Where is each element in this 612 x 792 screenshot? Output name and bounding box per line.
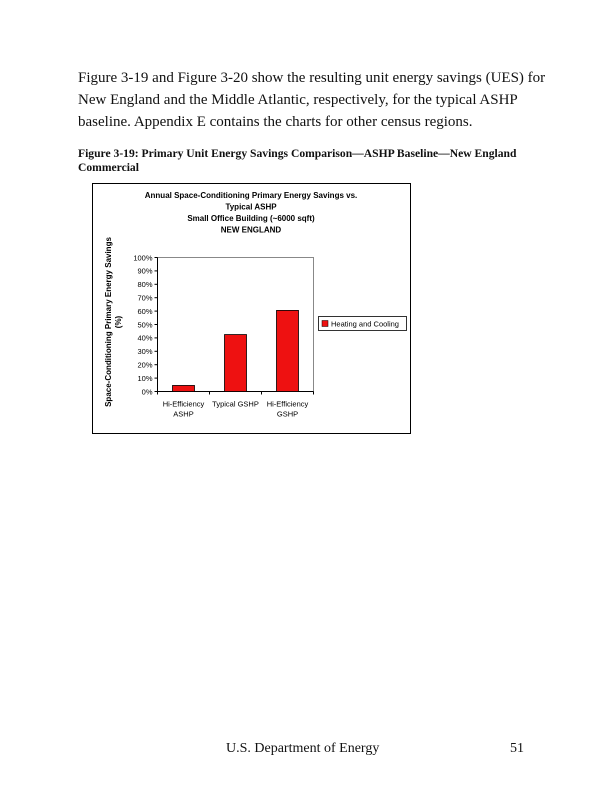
y-tick-label: 90% (137, 266, 153, 276)
y-tick-label: 60% (137, 306, 153, 316)
body-text-line: New England and the Middle Atlantic, respectively, for the typical ASHP (78, 92, 518, 108)
bar-2 (277, 310, 299, 391)
x-tick-label: Hi-Efficiency (266, 399, 309, 409)
y-tick-label: 70% (137, 293, 153, 303)
x-tick-label: Typical GSHP (212, 399, 259, 409)
y-tick-label: 10% (137, 373, 153, 383)
chart-title-line: NEW ENGLAND (220, 225, 282, 235)
chart-title-line: Annual Space-Conditioning Primary Energy Savings vs. (144, 191, 358, 200)
y-tick-label: 50% (137, 320, 153, 330)
y-tick-label: 80% (137, 280, 153, 290)
y-tick-label: 20% (137, 360, 153, 370)
x-tick-label: GSHP (276, 409, 299, 419)
y-tick-label: 100% (133, 253, 153, 263)
y-tick-label: 0% (141, 387, 153, 397)
figure-caption-line: Figure 3-19: Primary Unit Energy Savings Comparison—ASHP Baseline—New England (78, 147, 517, 160)
page-number: 51 (510, 741, 524, 756)
figure-caption-line: Commercial (78, 161, 139, 174)
chart-title-line: Small Office Building (~6000 sqft) (187, 214, 315, 223)
legend-label: Heating and Cooling (331, 319, 399, 329)
body-text-line: Figure 3-19 and Figure 3-20 show the resulting unit energy savings (UES) for (78, 70, 546, 86)
x-tick-label: Hi-Efficiency (162, 399, 205, 409)
x-tick-label: ASHP (173, 409, 194, 419)
body-text-line: baseline. Appendix E contains the charts for other census regions. (78, 114, 473, 130)
chart-title-line: Typical ASHP (225, 202, 277, 212)
footer-org: U.S. Department of Energy (226, 741, 380, 756)
legend-swatch (322, 321, 328, 327)
bar-1 (225, 335, 247, 392)
bar-0 (173, 385, 195, 391)
y-tick-label: 40% (137, 333, 153, 343)
y-tick-label: 30% (137, 347, 153, 357)
y-axis-label: Space-Conditioning Primary Energy Savings (104, 237, 113, 407)
y-axis-label: (%) (114, 315, 123, 329)
